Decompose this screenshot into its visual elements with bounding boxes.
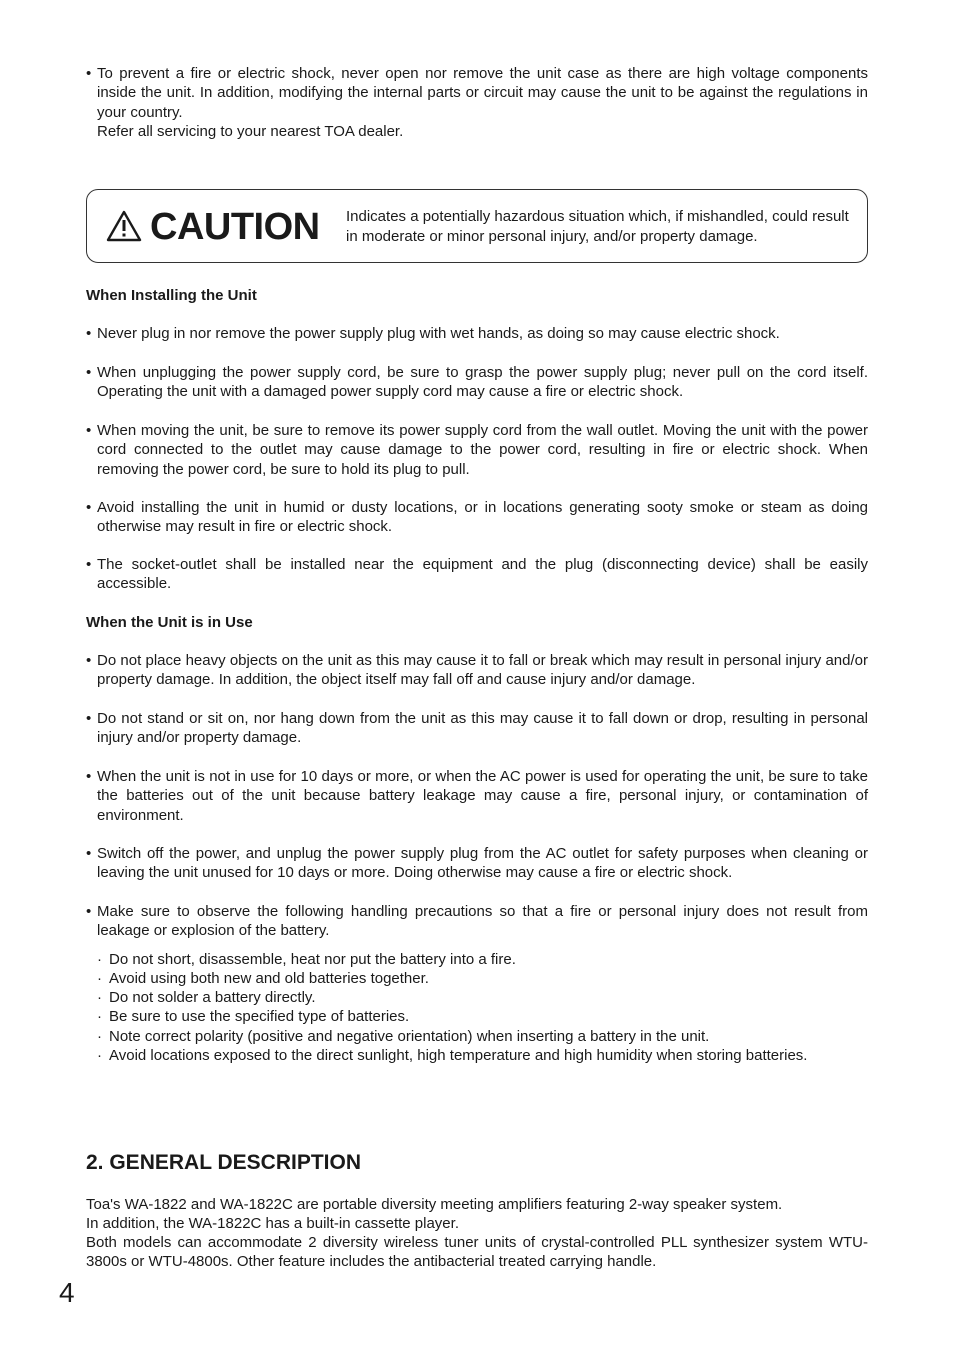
installing-heading: When Installing the Unit <box>86 287 257 304</box>
battery-sub-item <box>97 1027 867 1046</box>
battery-sub-item <box>97 969 867 988</box>
list-item <box>86 498 868 537</box>
bullet: • <box>86 652 92 669</box>
list-item <box>86 767 868 825</box>
item-text: Do not stand or sit on, nor hang down from the unit as this may cause it to fall down or drop, resulting in personal injury and/or property damage. <box>97 710 868 747</box>
list-item <box>86 902 868 941</box>
sub-bullet: · <box>97 1028 102 1045</box>
item-text: Do not place heavy objects on the unit as this may cause it to fall or break which may result in personal injury and/or property damage. In addition, the object itself may fall off and cause injury and/or damage. <box>97 652 868 689</box>
battery-sub-item <box>97 988 867 1007</box>
list-item <box>86 844 868 883</box>
bullet: • <box>86 422 92 439</box>
general-paragraph: Both models can accommodate 2 diversity wireless tuner units of crystal-controlled PLL synthesizer system WTU-3800s or WTU-4800s. Other feature includes the antibacterial treated carrying handle. <box>86 1234 868 1271</box>
item-text: Make sure to observe the following handling precautions so that a fire or personal injury does not result from leakage or explosion of the battery. <box>97 903 868 940</box>
bullet: • <box>86 710 92 727</box>
bullet: • <box>86 903 92 920</box>
sub-bullet: · <box>97 989 102 1006</box>
list-item <box>86 324 868 343</box>
bullet: • <box>86 499 92 516</box>
sub-bullet: · <box>97 1047 102 1064</box>
general-paragraph: In addition, the WA-1822C has a built-in cassette player. <box>86 1215 459 1232</box>
item-text: When moving the unit, be sure to remove its power supply cord from the wall outlet. Moving the unit with the power cord connected to the outlet may cause damage to the power cord, resulting in fire or electric shock. When removing the power cord, be sure to hold its plug to pull. <box>97 422 868 478</box>
sub-item-text: Note correct polarity (positive and negative orientation) when inserting a battery in the unit. <box>109 1028 710 1045</box>
bullet: • <box>86 65 92 82</box>
sub-item-text: Avoid locations exposed to the direct sunlight, high temperature and high humidity when storing batteries. <box>109 1047 808 1064</box>
page-number: 4 <box>59 1277 75 1308</box>
bullet: • <box>86 768 92 785</box>
item-text: The socket-outlet shall be installed near the equipment and the plug (disconnecting device) shall be easily accessible. <box>97 556 868 593</box>
item-text: Switch off the power, and unplug the power supply plug from the AC outlet for safety purposes when cleaning or leaving the unit unused for 10 days or more. Doing otherwise may cause a fire or electric shock. <box>97 845 868 882</box>
battery-sub-item <box>97 1046 867 1065</box>
list-item <box>86 555 868 594</box>
sub-bullet: · <box>97 951 102 968</box>
sub-item-text: Do not short, disassemble, heat nor put the battery into a fire. <box>109 951 516 968</box>
warning-item <box>86 64 868 141</box>
item-text: Avoid installing the unit in humid or dusty locations, or in locations generating sooty smoke or steam as doing otherwise may result in fire or electric shock. <box>97 499 868 536</box>
list-item <box>86 651 868 690</box>
warning-text: To prevent a fire or electric shock, never open nor remove the unit case as there are high voltage components inside the unit. In addition, modifying the internal parts or circuit may cause the unit to be against the regulations in your country. <box>97 65 868 121</box>
item-text: When the unit is not in use for 10 days or more, or when the AC power is used for operating the unit, be sure to take the batteries out of the unit because battery leakage may cause a fire, personal injury, or contamination of environment. <box>97 768 868 824</box>
list-item <box>86 709 868 748</box>
caution-box <box>86 189 868 263</box>
sub-item-text: Do not solder a battery directly. <box>109 989 316 1006</box>
in-use-heading: When the Unit is in Use <box>86 614 253 631</box>
section-title: 2. GENERAL DESCRIPTION <box>86 1151 361 1174</box>
list-item <box>86 421 868 479</box>
sub-item-text: Be sure to use the specified type of batteries. <box>109 1008 410 1025</box>
warning-triangle-icon <box>106 210 142 242</box>
battery-sub-item <box>97 950 867 969</box>
general-paragraph: Toa's WA-1822 and WA-1822C are portable diversity meeting amplifiers featuring 2-way speaker system. <box>86 1196 783 1213</box>
sub-bullet: · <box>97 970 102 987</box>
warning-text-servicing: Refer all servicing to your nearest TOA dealer. <box>97 122 404 140</box>
caution-title: CAUTION <box>150 206 320 248</box>
battery-sub-item <box>97 1007 867 1026</box>
sub-item-text: Avoid using both new and old batteries together. <box>109 970 429 987</box>
item-text: When unplugging the power supply cord, be sure to grasp the power supply plug; never pull on the cord itself. Operating the unit with a damaged power supply cord may cause a fire or electric shock. <box>97 364 868 401</box>
bullet: • <box>86 364 92 381</box>
bullet: • <box>86 556 92 573</box>
bullet: • <box>86 845 92 862</box>
item-text: Never plug in nor remove the power supply plug with wet hands, as doing so may cause electric shock. <box>97 325 780 342</box>
bullet: • <box>86 325 92 342</box>
list-item <box>86 363 868 402</box>
caution-description: Indicates a potentially hazardous situation which, if mishandled, could result in moderate or minor personal injury, and/or property damage. <box>346 208 849 245</box>
sub-bullet: · <box>97 1008 102 1025</box>
